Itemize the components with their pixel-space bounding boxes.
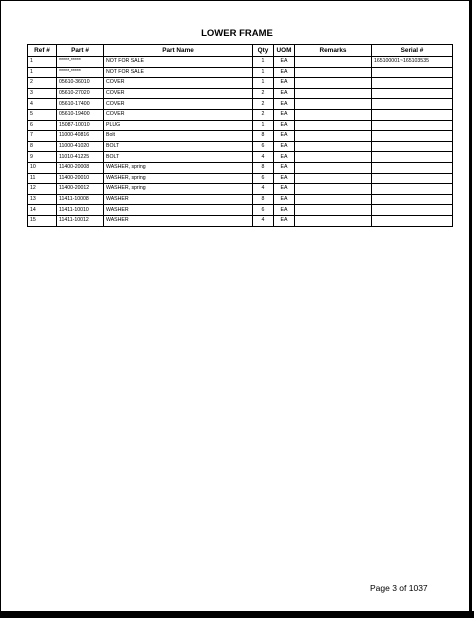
part-name-cell: COVER [104, 78, 253, 89]
part-number-cell: 11400-20010 [57, 173, 104, 184]
table-row [28, 78, 453, 89]
qty-cell: 6 [253, 205, 274, 216]
ref-cell: 3 [28, 88, 57, 99]
qty-cell: 8 [253, 162, 274, 173]
serial-cell [372, 99, 453, 110]
ref-cell: 7 [28, 131, 57, 142]
part-number-cell: *****-***** [57, 57, 104, 68]
page-bottom-border [0, 611, 474, 618]
uom-cell: EA [274, 173, 295, 184]
remarks-cell [295, 184, 372, 195]
qty-cell: 8 [253, 131, 274, 142]
serial-cell [372, 194, 453, 205]
table-row [28, 152, 453, 163]
ref-cell: 4 [28, 99, 57, 110]
table-row [28, 162, 453, 173]
page-title: LOWER FRAME [201, 28, 273, 39]
part-name-cell: PLUG [104, 120, 253, 131]
table-row [28, 184, 453, 195]
remarks-cell [295, 120, 372, 131]
uom-cell: EA [274, 109, 295, 120]
column-header-remarks: Remarks [295, 45, 372, 57]
part-name-cell: WASHER [104, 215, 253, 226]
parts-table [27, 44, 453, 227]
table-row [28, 109, 453, 120]
table-row [28, 215, 453, 226]
serial-cell [372, 120, 453, 131]
part-name-cell: NOT FOR SALE [104, 67, 253, 78]
column-header-serial: Serial # [372, 45, 453, 57]
ref-cell: 15 [28, 215, 57, 226]
remarks-cell [295, 88, 372, 99]
remarks-cell [295, 215, 372, 226]
table-row [28, 57, 453, 68]
part-name-cell: COVER [104, 99, 253, 110]
part-number-cell: 11411-10008 [57, 194, 104, 205]
remarks-cell [295, 109, 372, 120]
table-row [28, 173, 453, 184]
ref-cell: 5 [28, 109, 57, 120]
part-number-cell: 11000-41020 [57, 141, 104, 152]
serial-cell [372, 173, 453, 184]
ref-cell: 6 [28, 120, 57, 131]
part-name-cell: BOLT [104, 141, 253, 152]
uom-cell: EA [274, 67, 295, 78]
ref-cell: 1 [28, 67, 57, 78]
part-number-cell: 15087-10010 [57, 120, 104, 131]
qty-cell: 1 [253, 120, 274, 131]
uom-cell: EA [274, 152, 295, 163]
serial-cell [372, 152, 453, 163]
serial-cell [372, 78, 453, 89]
qty-cell: 6 [253, 141, 274, 152]
uom-cell: EA [274, 162, 295, 173]
part-name-cell: WASHER [104, 194, 253, 205]
qty-cell: 2 [253, 109, 274, 120]
serial-cell: 165100001~165103535 [372, 57, 453, 68]
part-name-cell: WASHER [104, 205, 253, 216]
column-header-part-name: Part Name [104, 45, 253, 57]
part-number-cell: 11400-20008 [57, 162, 104, 173]
remarks-cell [295, 141, 372, 152]
uom-cell: EA [274, 131, 295, 142]
part-name-cell: WASHER, spring [104, 173, 253, 184]
remarks-cell [295, 131, 372, 142]
remarks-cell [295, 173, 372, 184]
ref-cell: 1 [28, 57, 57, 68]
ref-cell: 2 [28, 78, 57, 89]
part-number-cell: 05610-27020 [57, 88, 104, 99]
serial-cell [372, 131, 453, 142]
ref-cell: 12 [28, 184, 57, 195]
remarks-cell [295, 67, 372, 78]
table-row [28, 131, 453, 142]
table-row [28, 67, 453, 78]
uom-cell: EA [274, 205, 295, 216]
uom-cell: EA [274, 215, 295, 226]
ref-cell: 10 [28, 162, 57, 173]
table-row [28, 141, 453, 152]
part-name-cell: COVER [104, 109, 253, 120]
uom-cell: EA [274, 99, 295, 110]
uom-cell: EA [274, 120, 295, 131]
qty-cell: 4 [253, 215, 274, 226]
serial-cell [372, 184, 453, 195]
column-header-qty: Qty [253, 45, 274, 57]
part-name-cell: Bolt [104, 131, 253, 142]
qty-cell: 1 [253, 57, 274, 68]
part-number-cell: 11411-10010 [57, 205, 104, 216]
qty-cell: 4 [253, 184, 274, 195]
serial-cell [372, 88, 453, 99]
table-row [28, 120, 453, 131]
table-row [28, 88, 453, 99]
column-header-uom: UOM [274, 45, 295, 57]
part-number-cell: 05610-17400 [57, 99, 104, 110]
uom-cell: EA [274, 78, 295, 89]
remarks-cell [295, 152, 372, 163]
uom-cell: EA [274, 57, 295, 68]
serial-cell [372, 67, 453, 78]
page-number: Page 3 of 1037 [370, 583, 428, 593]
qty-cell: 2 [253, 88, 274, 99]
part-number-cell: 11010-41225 [57, 152, 104, 163]
qty-cell: 6 [253, 173, 274, 184]
part-name-cell: NOT FOR SALE [104, 57, 253, 68]
part-number-cell: 11411-10012 [57, 215, 104, 226]
table-header-row [28, 45, 453, 57]
part-name-cell: BOLT [104, 152, 253, 163]
remarks-cell [295, 194, 372, 205]
remarks-cell [295, 57, 372, 68]
part-name-cell: COVER [104, 88, 253, 99]
ref-cell: 11 [28, 173, 57, 184]
uom-cell: EA [274, 141, 295, 152]
uom-cell: EA [274, 88, 295, 99]
part-name-cell: WASHER, spring [104, 184, 253, 195]
ref-cell: 9 [28, 152, 57, 163]
uom-cell: EA [274, 194, 295, 205]
qty-cell: 4 [253, 152, 274, 163]
table-row [28, 205, 453, 216]
column-header-part-number: Part # [57, 45, 104, 57]
part-number-cell: *****-***** [57, 67, 104, 78]
remarks-cell [295, 99, 372, 110]
part-number-cell: 05610-19400 [57, 109, 104, 120]
qty-cell: 1 [253, 67, 274, 78]
qty-cell: 1 [253, 78, 274, 89]
ref-cell: 8 [28, 141, 57, 152]
serial-cell [372, 109, 453, 120]
remarks-cell [295, 162, 372, 173]
uom-cell: EA [274, 184, 295, 195]
part-number-cell: 05610-36010 [57, 78, 104, 89]
column-header-ref: Ref # [28, 45, 57, 57]
qty-cell: 8 [253, 194, 274, 205]
table-row [28, 99, 453, 110]
table-row [28, 194, 453, 205]
part-number-cell: 11000-40816 [57, 131, 104, 142]
remarks-cell [295, 205, 372, 216]
qty-cell: 2 [253, 99, 274, 110]
remarks-cell [295, 78, 372, 89]
serial-cell [372, 205, 453, 216]
serial-cell [372, 215, 453, 226]
serial-cell [372, 141, 453, 152]
ref-cell: 13 [28, 194, 57, 205]
ref-cell: 14 [28, 205, 57, 216]
serial-cell [372, 162, 453, 173]
part-number-cell: 11400-20012 [57, 184, 104, 195]
part-name-cell: WASHER, spring [104, 162, 253, 173]
